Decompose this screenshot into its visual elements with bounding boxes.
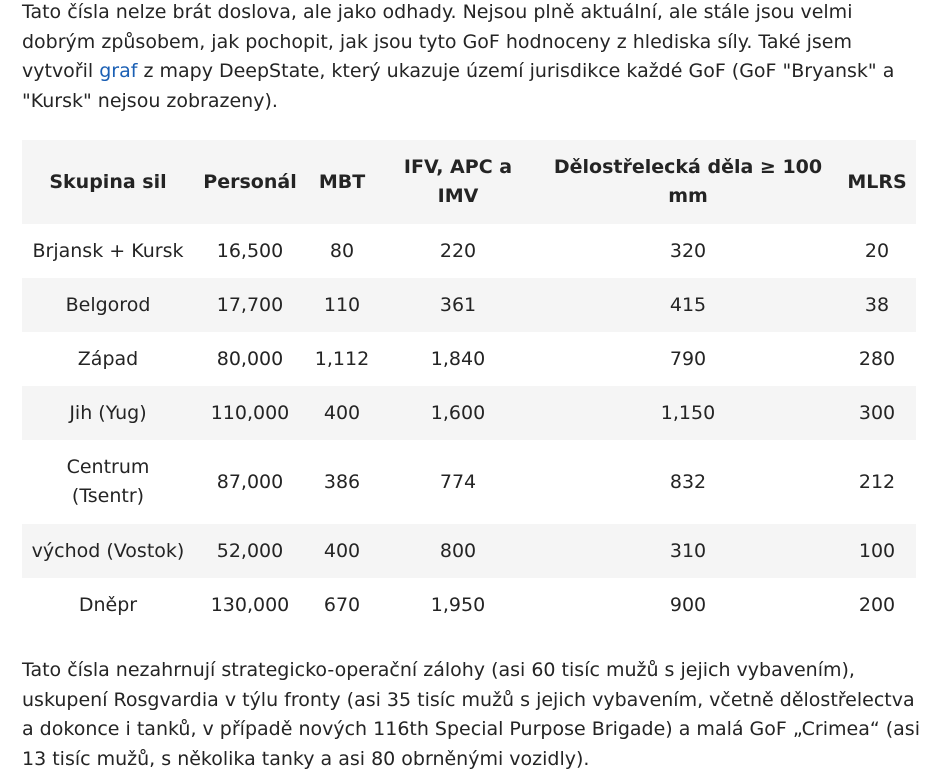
cell-artillery: 832 [669,470,707,493]
intro-paragraph [22,0,927,116]
cell-personnel: 80,000 [216,347,284,370]
cell-artillery: 310 [669,539,707,562]
table-row [22,332,916,386]
cell-ifv: 774 [439,470,477,493]
cell-mlrs: 200 [858,593,896,616]
cell-personnel: 130,000 [210,593,290,616]
table-row [22,440,916,524]
table-row [22,524,916,578]
cell-mlrs: 212 [858,470,896,493]
cell-mlrs: 20 [864,239,890,262]
cell-mlrs: 300 [858,401,896,424]
intro-text-after-link: z mapy DeepState, který ukazuje území jurisdikce každé GoF (GoF "Bryansk" a "Kursk" nejsou zobrazeny). [22,60,895,112]
cell-personnel: 17,700 [216,293,284,316]
header-skupina-sil: Skupina sil [49,170,167,193]
cell-group: Brjansk + Kursk [32,239,184,262]
cell-artillery: 1,150 [660,401,716,424]
cell-artillery: 900 [669,593,707,616]
cell-ifv: 220 [439,239,477,262]
table-header-row [22,140,916,224]
cell-ifv: 1,950 [430,593,486,616]
cell-ifv: 1,600 [430,401,486,424]
cell-group: Centrum (Tsentr) [66,456,150,507]
header-mbt: MBT [318,170,366,193]
cell-mbt: 670 [323,593,361,616]
cell-group: východ (Vostok) [31,539,185,562]
cell-group: Belgorod [65,293,151,316]
cell-mbt: 110 [323,293,361,316]
intro-text-before-link: Tato čísla nelze brát doslova, ale jako odhady. Nejsou plně aktuální, ale stále jsou velmi dobrým způsobem, jak pochopit, jak jsou tyto GoF hodnoceny z hlediska síly. Také jsem vytvořil [22,1,853,82]
cell-ifv: 361 [439,293,477,316]
cell-group: Dněpr [78,593,138,616]
cell-personnel: 16,500 [216,239,284,262]
cell-mbt: 1,112 [314,347,370,370]
cell-artillery: 320 [669,239,707,262]
cell-mlrs: 280 [858,347,896,370]
cell-mlrs: 100 [858,539,896,562]
cell-personnel: 52,000 [216,539,284,562]
forces-table [22,140,916,632]
table-row [22,224,916,278]
table-row [22,278,916,332]
cell-mbt: 386 [323,470,361,493]
cell-group: Západ [77,347,139,370]
cell-mbt: 400 [323,539,361,562]
cell-personnel: 87,000 [216,470,284,493]
cell-artillery: 415 [669,293,707,316]
cell-artillery: 790 [669,347,707,370]
cell-ifv: 1,840 [430,347,486,370]
graf-link[interactable]: graf [99,60,138,82]
cell-ifv: 800 [439,539,477,562]
table-row [22,578,916,632]
cell-personnel: 110,000 [210,401,290,424]
cell-mbt: 80 [329,239,355,262]
cell-mlrs: 38 [864,293,890,316]
cell-mbt: 400 [323,401,361,424]
header-mlrs: MLRS [847,170,907,193]
outro-paragraph: Tato čísla nezahrnují strategicko-operační zálohy (asi 60 tisíc mužů s jejich vybavením), uskupení Rosgvardia v týlu fronty (asi 35 tisíc mužů s jejich vybavením, včetně dělostřelectva a dokonce i tanků, v případě nových 116th Special Purpose Brigade) a malá GoF „Crimea“ (asi 13 tisíc mužů, s několika tanky a asi 80 obrněnými vozidly). [22,659,920,770]
header-ifv-apc-imv: IFV, APC a IMV [403,156,513,207]
header-artillery: Dělostřelecká děla ≥ 100 mm [553,156,823,207]
table-row [22,386,916,440]
header-personal: Personál [203,170,297,193]
cell-group: Jih (Yug) [69,401,147,424]
